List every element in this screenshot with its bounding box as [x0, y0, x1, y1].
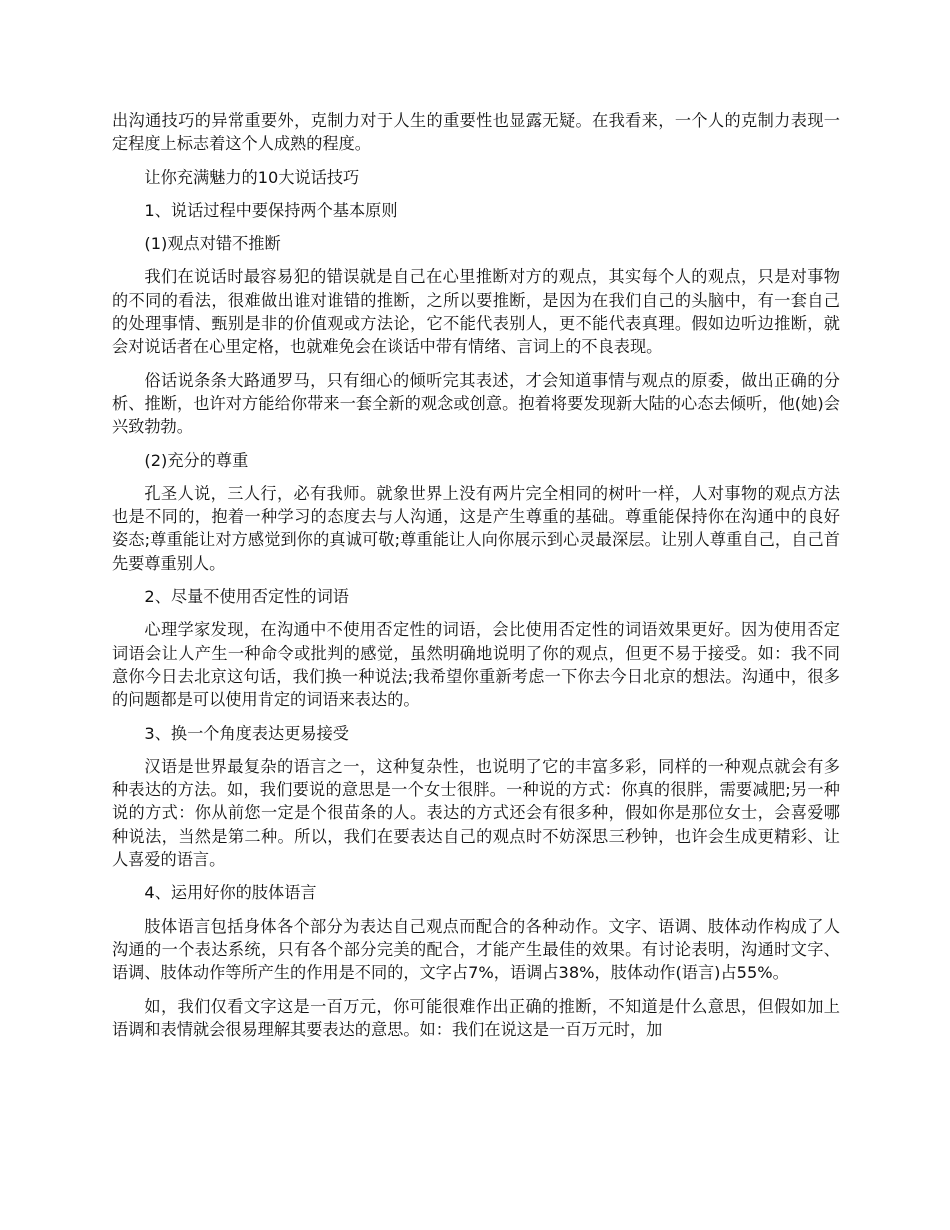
paragraph: 心理学家发现，在沟通中不使用否定性的词语，会比使用否定性的词语效果更好。因为使用否定词语会让人产生一种命令或批判的感觉，虽然明确地说明了你的观点，但更不易于接受。如：我不同意你今日去北京这句话，我们换一种说法;我希望你重新考虑一下你去今日北京的想法。沟通中，很多的问题都是可以使用肯定的词语来表达的。 [112, 620, 840, 710]
paragraph: 汉语是世界最复杂的语言之一，这种复杂性，也说明了它的丰富多彩，同样的一种观点就会有多种表达的方法。如，我们要说的意思是一个女士很胖。一种说的方式：你真的很胖，需要减肥;另一种说的方式：你从前您一定是个很苗条的人。表达的方式还会有很多种，假如你是那位女士，会喜爱哪种说法，当然是第二种。所以，我们在要表达自己的观点时不妨深思三秒钟，也许会生成更精彩、让人喜爱的语言。 [112, 756, 840, 870]
paragraph: 孔圣人说，三人行，必有我师。就象世界上没有两片完全相同的树叶一样，人对事物的观点方法也是不同的，抱着一种学习的态度去与人沟通，这是产生尊重的基础。尊重能保持你在沟通中的良好姿态;尊重能让对方感觉到你的真诚可敬;尊重能让人向你展示到心灵最深层。让别人尊重自己，自己首先要尊重别人。 [112, 483, 840, 573]
heading-3: 3、换一个角度表达更易接受 [144, 723, 349, 743]
document-body [112, 109, 840, 1051]
heading-2: 2、尽量不使用否定性的词语 [144, 587, 349, 607]
heading-4: 4、运用好你的肢体语言 [144, 883, 317, 903]
paragraph: 肢体语言包括身体各个部分为表达自己观点而配合的各种动作。文字、语调、肢体动作构成了人沟通的一个表达系统，只有各个部分完美的配合，才能产生最佳的效果。有讨论表明，沟通时文字、语调、肢体动作等所产生的作用是不同的，文字占7%，语调占38%，肢体动作(语言)占55%。 [112, 916, 840, 983]
paragraph: 如，我们仅看文字这是一百万元，你可能很难作出正确的推断，不知道是什么意思，但假如加上语调和表情就会很易理解其要表达的意思。如：我们在说这是一百万元时，加 [112, 996, 840, 1039]
subheading-1: (1)观点对错不推断 [144, 234, 281, 254]
paragraph: 俗话说条条大路通罗马，只有细心的倾听完其表述，才会知道事情与观点的原委，做出正确的分析、推断，也许对方能给你带来一套全新的观念或创意。抱着将要发现新大陆的心态去倾听，他(她)会兴致勃勃。 [112, 370, 840, 437]
paragraph: 我们在说话时最容易犯的错误就是自己在心里推断对方的观点，其实每个人的观点，只是对事物的不同的看法，很难做出谁对谁错的推断，之所以要推断，是因为在我们自己的头脑中，有一套自己的处理事情、甄别是非的价值观或方法论，它不能代表别人，更不能代表真理。假如边听边推断，就会对说话者在心里定格，也就难免会在谈话中带有情绪、言词上的不良表现。 [112, 267, 840, 357]
paragraph-continuation: 出沟通技巧的异常重要外，克制力对于人生的重要性也显露无疑。在我看来，一个人的克制力表现一定程度上标志着这个人成熟的程度。 [112, 111, 840, 154]
heading-1: 1、说话过程中要保持两个基本原则 [144, 200, 398, 220]
section-title: 让你充满魅力的10大说话技巧 [144, 167, 360, 187]
subheading-2: (2)充分的尊重 [144, 450, 249, 470]
